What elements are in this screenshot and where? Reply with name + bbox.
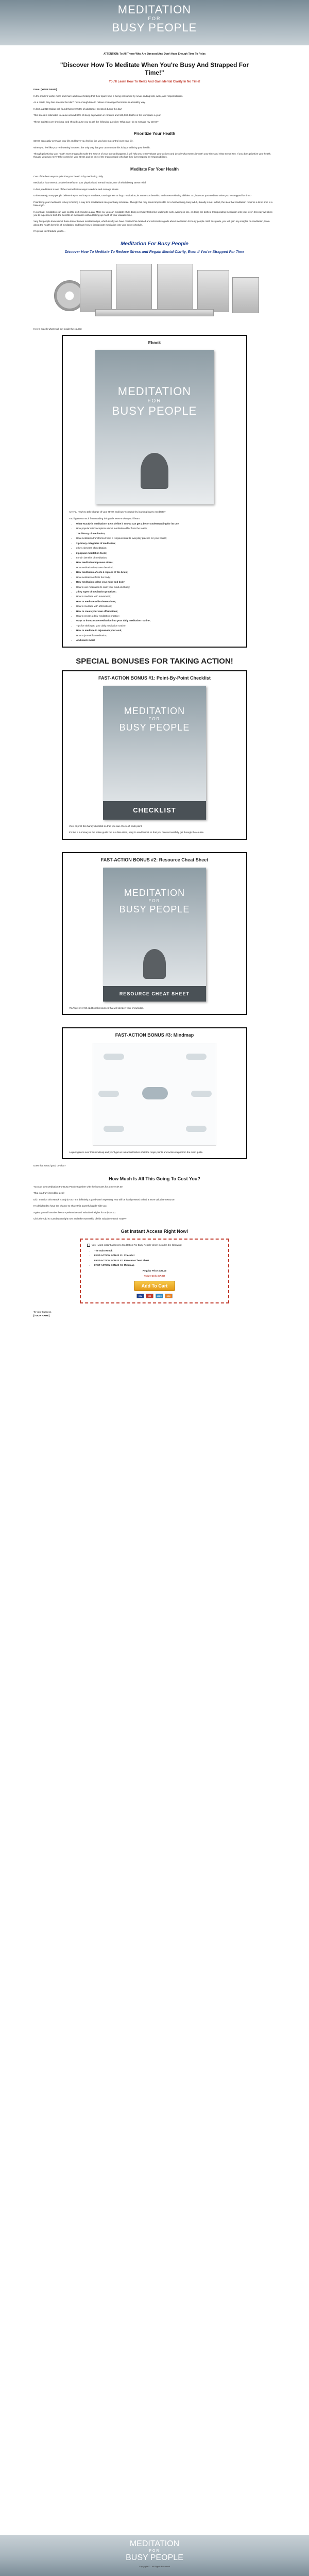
headline: "Discover How To Meditate When You're Busy And Strapped For Time!" — [60, 61, 249, 76]
section-paragraph: Stress can easily overtake your life and leave you feeling like you have no control over your life. — [33, 140, 134, 143]
mindmap-node — [98, 1091, 119, 1097]
bonus-heading: SPECIAL BONUSES FOR TAKING ACTION! — [76, 656, 233, 666]
order-title: Get Instant Access Right Now! — [121, 1228, 188, 1234]
list-item: • How to use meditation to calm your mind and body; — [76, 586, 240, 589]
section-paragraph: In contrast, meditation can take as little as 5 minutes a day. More so, you can meditate while doing everyday tasks like walking to work, waiting in line, or doing the dishes. Incorporating meditation into your life in this way will allow you to experience both the benefits of meditation without taking up much of your valuable time. — [33, 210, 273, 216]
subheadline: You'll Learn How To Relax And Gain Mental Clarity In No Time! — [109, 80, 200, 83]
ebook-cover-image — [95, 350, 214, 504]
main-content — [33, 53, 276, 1317]
signoff-name: [YOUR NAME] — [33, 1314, 50, 1317]
pricing-paragraph: That is a truly incredible deal! — [33, 1192, 64, 1195]
bonus-description: A quick glance over this mindmap and you'll get an instant refresher of all the major points and action steps from the main guide. — [69, 1150, 203, 1154]
list-item: • How meditation improves stress; — [76, 561, 240, 564]
intro-paragraph: In the modern world, more and more adults are finding that their spare time is being consumed by never-ending lists, work, and responsibilities. — [33, 94, 183, 97]
pricing-paragraph: You can own Meditation For Busy People together with the bonuses for a mere $7.00 — [33, 1185, 123, 1188]
list-item: • 2 popular meditation tools; — [76, 552, 240, 555]
section-paragraph: When you feel like you're drowning in stress, the only way that you can combat this is by prioritizing your health. — [33, 146, 150, 149]
intro-paragraph: This stress is estimated to cause around 80% of sleep deprivation in America and 120,000 deaths in the workplace a year. — [33, 114, 161, 117]
bonus-box-1 — [62, 670, 247, 840]
ebook-box-title: Ebook — [148, 341, 161, 346]
section-paragraph: Meditation has several positive benefits on your physical and mental health, one of which being stress relief. — [33, 181, 147, 184]
list-item: • What exactly is meditation? Let's define it so you can get a better understanding for its use; — [76, 522, 240, 526]
section-title-prioritize: Prioritize Your Health — [133, 131, 176, 136]
cover-line-2: FOR — [148, 898, 161, 903]
regular-price: Regular Price: $27.00 — [142, 1269, 167, 1273]
bonus-cover-text — [103, 686, 206, 732]
pricing-paragraph: I'm delighted to have the chance to share this powerful guide with you. — [33, 1205, 107, 1208]
list-item: • How to meditate with observations; — [76, 600, 240, 603]
list-item: • 2 primary categories of meditation; — [76, 542, 240, 545]
section-paragraph: One of the best ways to prioritize your health is by meditating daily. — [33, 175, 104, 178]
order-check-row[interactable] — [87, 1244, 222, 1247]
ebook-box — [62, 335, 247, 648]
list-item: • How popular misconceptions about meditation differ from the reality; — [76, 527, 240, 530]
bundle-book-image — [232, 277, 259, 313]
bundle-book-image — [197, 270, 229, 312]
list-item: • How to meditate to rejuvenate your soul; — [76, 629, 240, 632]
bundle-base-image — [95, 309, 214, 316]
bonus-description: View or print this handy checklist so that you can check off each point. — [69, 825, 143, 828]
section-paragraph: Though prioritizing your health won't magically make the source of your stress disappear, it will help you to reevaluate your actions and decide what stress is worth your time and what stress isn't. If you don't prioritize your health, though, you may never take control of your stress and be one of the many people who has their lives trapped by responsibilities. — [33, 152, 271, 159]
list-item: • 3 key elements of meditation; — [76, 547, 240, 550]
visa-card-icon: VISA — [136, 1294, 144, 1298]
section-paragraph: In fact, meditation is one of the most effective ways to reduce and manage stress. — [33, 188, 119, 191]
section-paragraph: Very few people know about these lesser-known meditation tips, which is why we have created this detailed and informative guide about meditation for busy people. With this guide, you will gain key insights on meditation, learn about the health benefits of meditation, and learn how to incorporate meditation into your busy schedule. — [33, 220, 270, 226]
list-item: • How to journal for meditation; — [76, 634, 240, 637]
bundle-book-image — [116, 264, 152, 313]
list-item: • The history of meditation; — [76, 532, 240, 535]
bonus-description: You'll get over 50 additional resources that will deepen your knowledge. — [69, 1006, 144, 1009]
order-check-text: Yes! I want instant access to Meditation For Busy People which includes the following: — [92, 1244, 182, 1247]
bonus-title: FAST-ACTION BONUS #2: Resource Cheat Sheet — [100, 857, 209, 862]
page-header — [0, 0, 309, 45]
ebook-cover-text — [95, 350, 214, 417]
signoff-line: To Your Success, — [33, 1311, 52, 1314]
list-item: • How to create your own affirmations; — [76, 610, 240, 613]
logo-line-3: BUSY PEOPLE — [126, 2553, 183, 2562]
mindmap-node — [186, 1126, 207, 1132]
order-items-list — [87, 1249, 222, 1267]
mindmap-node — [186, 1054, 207, 1060]
order-checkbox[interactable] — [87, 1244, 90, 1247]
mastercard-icon: MC — [146, 1294, 153, 1298]
order-box — [80, 1239, 229, 1303]
bonus-box-3 — [62, 1027, 247, 1159]
resource-sheet-cover-image — [103, 868, 206, 1002]
sound-good-text: Does that sound good or what? — [33, 1164, 66, 1167]
attention-banner: ATTENTION: To All Those Who Are Stressed And Don't Have Enough Time To Relax — [103, 53, 206, 56]
copyright-text: Copyright © - All Rights Reserved — [139, 2565, 170, 2568]
section-title-meditate: Meditate For Your Health — [130, 166, 179, 172]
list-item: • How meditation affects the body; — [76, 576, 240, 579]
logo-line-2: FOR — [148, 16, 161, 21]
bonus-title: FAST-ACTION BONUS #1: Point-By-Point Checklist — [98, 675, 211, 681]
page-footer — [0, 2535, 309, 2576]
inside-intro: Here's exactly what you'll get inside the course: — [33, 327, 82, 330]
meditating-figure-image — [141, 453, 168, 489]
list-item: • How to meditate with movement; — [76, 595, 240, 598]
pricing-paragraph: Click the Add To Cart button right now and take ownership of this valuable eBook TODAY! — [33, 1217, 127, 1221]
checklist-cover-image — [103, 686, 206, 820]
list-item: • Ways to incorporate meditation into your daily meditation routine; — [76, 619, 240, 622]
list-item: • The main eBook — [94, 1249, 222, 1252]
mindmap-node — [104, 1054, 124, 1060]
list-item: • How meditation improves the mind; — [76, 566, 240, 569]
ebook-intro: Are you ready to take charge of your stress and busy schedule by learning how to meditate? — [69, 511, 166, 514]
list-item: • And much more! — [76, 639, 240, 642]
logo-line-1: MEDITATION — [129, 2539, 180, 2548]
list-item: • Tips for sticking to your daily meditation routine; — [76, 624, 240, 628]
bundle-book-image — [80, 270, 112, 312]
list-item: • How to meditate with affirmations; — [76, 605, 240, 608]
from-line: From: [YOUR NAME] — [33, 88, 57, 91]
add-to-cart-button[interactable]: Add To Cart — [134, 1281, 175, 1291]
bonus-title: FAST-ACTION BONUS #3: Mindmap — [115, 1032, 194, 1038]
section-paragraph: I'm proud to introduce you to... — [33, 230, 65, 233]
product-subtitle: Discover How To Meditate To Reduce Stress and Regain Mental Clarity, Even If You're Strapped For Time — [64, 250, 245, 254]
cover-line-2: FOR — [148, 717, 161, 722]
site-logo[interactable] — [0, 4, 309, 33]
today-price: Today Only: $7.00! — [144, 1274, 165, 1277]
cover-band: CHECKLIST — [103, 801, 206, 820]
list-item: • How meditation calms your mind and body; — [76, 581, 240, 584]
cover-line-3: BUSY PEOPLE — [112, 404, 197, 418]
ebook-intro: You'll gain so much from reading this guide. Here's what you'll learn: — [69, 517, 141, 520]
list-item: • How meditation affects 4 regions of the brain; — [76, 571, 240, 574]
payment-cards — [87, 1294, 222, 1298]
cover-line-3: BUSY PEOPLE — [119, 904, 190, 914]
cover-band: RESOURCE CHEAT SHEET — [103, 986, 206, 1002]
cover-line-3: BUSY PEOPLE — [119, 722, 190, 733]
intro-paragraph: In fact, a 2018 Gallup poll found that over 50% of adults feel stressed during the day! — [33, 107, 123, 110]
list-item: • 8 main benefits of meditation; — [76, 556, 240, 560]
cover-line-1: MEDITATION — [117, 385, 192, 398]
list-item: • 2 key types of meditation practices; — [76, 590, 240, 594]
logo-line-3: BUSY PEOPLE — [112, 21, 197, 34]
mindmap-center-node — [142, 1087, 168, 1099]
bonus-description: It's like a summary of the entire guide but in a bite-sized, easy to read format so that you can successfully get through the course. — [69, 831, 204, 834]
list-item: • FAST-ACTION BONUS #3: Mindmap — [94, 1264, 222, 1267]
product-bundle-image — [33, 260, 276, 320]
mindmap-node — [191, 1091, 212, 1097]
list-item: • FAST-ACTION BONUS #2: Resource Cheat Sheet — [94, 1259, 222, 1262]
pricing-paragraph: Again, you will receive the comprehensive and valuable insights for only $7.00. — [33, 1211, 116, 1214]
bundle-book-image — [157, 264, 193, 313]
pricing-title: How Much Is All This Going To Cost You? — [109, 1176, 200, 1182]
product-title: Meditation For Busy People — [121, 241, 188, 247]
cover-line-2: FOR — [147, 398, 162, 404]
intro-paragraph: These statistics are shocking, and should cause you to ask the following question: What can I do to manage my stress? — [33, 120, 159, 123]
list-item: • How meditation transformed from a religious ritual to everyday practice for your health; — [76, 537, 240, 540]
discover-card-icon: DISC — [165, 1294, 173, 1298]
mindmap-node — [104, 1126, 124, 1132]
pricing-paragraph: Did I mention this eBook is only $7.00? It's definitely a good worth repeating. You will be hard-pressed to find a more valuable resource. — [33, 1198, 175, 1201]
meditating-figure-image — [143, 949, 166, 979]
bonus-cover-text — [103, 868, 206, 914]
section-paragraph: Unfortunately, many people believe they're too busy to meditate, causing them to forgo meditation, its numerous benefits, and stress-relieving abilities. So, how can you meditate when you're strapped for time? — [33, 194, 252, 197]
cover-line-1: MEDITATION — [124, 887, 185, 898]
logo-line-1: MEDITATION — [117, 3, 192, 16]
amex-card-icon: AMEX — [156, 1294, 163, 1298]
mindmap-image — [93, 1043, 216, 1146]
section-paragraph: Prioritizing your meditation is key to finding a way to fit meditations into your busy schedule. Though this may sound impossible for a hardworking, busy adult, it really is not. In fact, the idea that meditation requires a lot of time is a false myth. — [33, 200, 273, 207]
ebook-benefit-list — [69, 522, 240, 642]
list-item: • FAST-ACTION BONUS #1: Checklist — [94, 1254, 222, 1257]
bonus-box-2 — [62, 852, 247, 1015]
list-item: • How to create a daily meditation practice; — [76, 615, 240, 618]
intro-paragraph: As a result, they feel stressed but don't have enough time to relieve or manage that stress in a healthy way. — [33, 101, 146, 104]
footer-logo[interactable] — [0, 2535, 309, 2562]
cover-line-1: MEDITATION — [124, 706, 185, 717]
logo-line-2: FOR — [149, 2549, 160, 2553]
